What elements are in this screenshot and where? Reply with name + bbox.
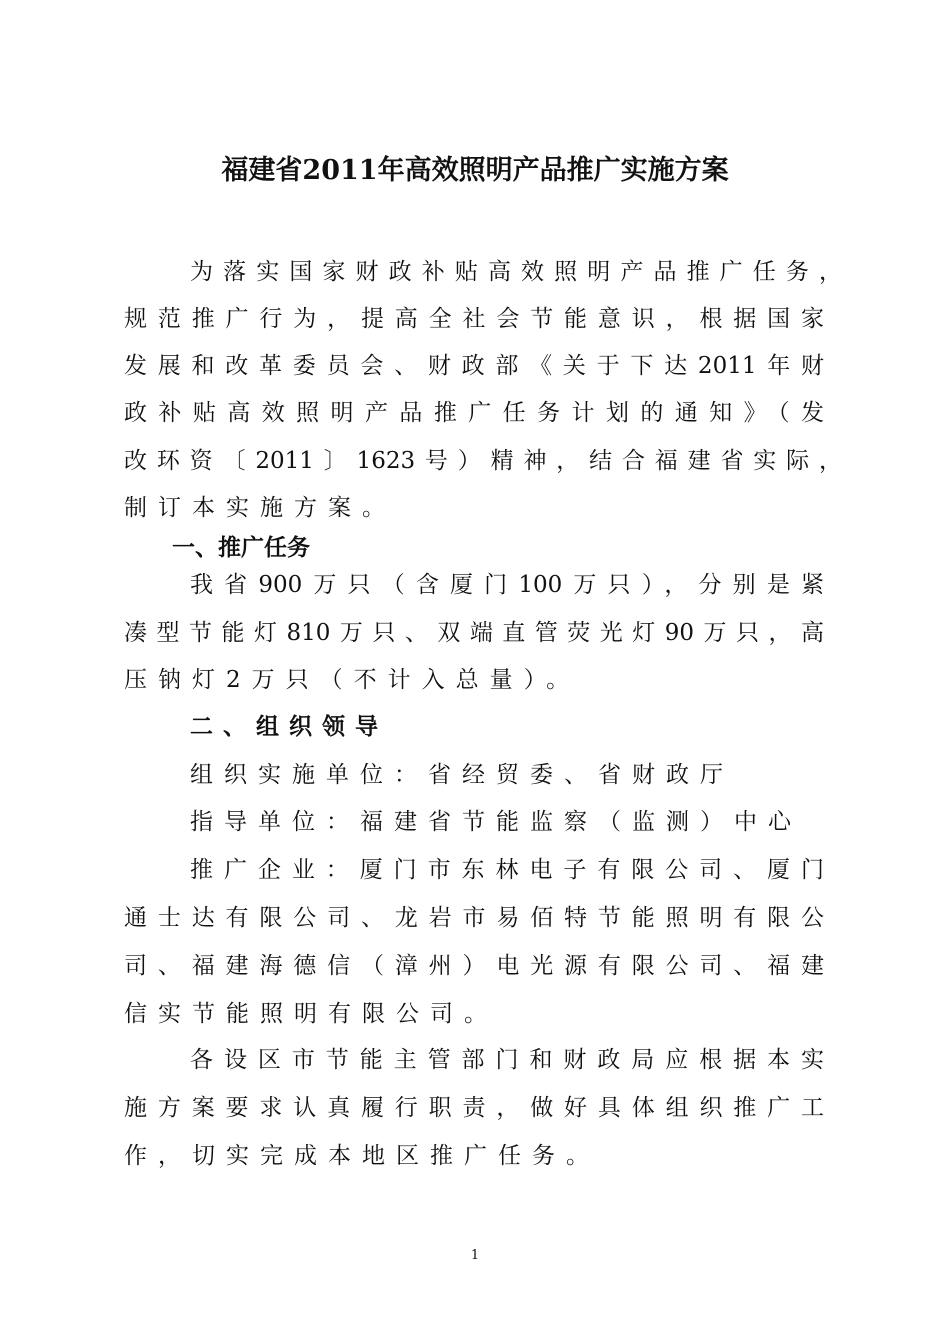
guide-unit-line: 指导单位：福建省节能监察（监测）中心 bbox=[190, 809, 802, 835]
intro-line-5: 改环资〔2011〕1623号）精神，结合福建省实际， bbox=[124, 448, 842, 474]
document-title: 福建省2011年高效照明产品推广实施方案 bbox=[221, 155, 729, 186]
enterprise-line-3: 司、福建海德信（漳州）电光源有限公司、福建 bbox=[124, 953, 824, 979]
section-heading-2: 二、组织领导 bbox=[190, 714, 388, 740]
intro-line-4: 政补贴高效照明产品推广任务计划的通知》（发 bbox=[124, 400, 824, 426]
intro-line-1: 为落实国家财政补贴高效照明产品推广任务， bbox=[190, 259, 842, 285]
duty-line-3: 作，切实完成本地区推广任务。 bbox=[124, 1143, 600, 1169]
intro-line-6: 制订本实施方案。 bbox=[124, 495, 396, 521]
section1-line-1: 我省900万只（含厦门100万只），分别是紧 bbox=[190, 572, 824, 598]
page-number: 1 bbox=[470, 1248, 480, 1263]
duty-line-2: 施方案要求认真履行职责，做好具体组织推广工 bbox=[124, 1095, 824, 1121]
org-unit-line: 组织实施单位：省经贸委、省财政厅 bbox=[190, 762, 734, 788]
enterprise-line-1: 推广企业：厦门市东林电子有限公司、厦门 bbox=[190, 857, 824, 883]
section1-line-3: 压钠灯2万只（不计入总量）。 bbox=[124, 667, 581, 693]
section1-line-2: 凑型节能灯810万只、双端直管荧光灯90万只，高 bbox=[124, 620, 824, 646]
duty-line-1: 各设区市节能主管部门和财政局应根据本实 bbox=[190, 1047, 824, 1073]
section-heading-1: 一、推广任务 bbox=[172, 535, 310, 561]
enterprise-line-4: 信实节能照明有限公司。 bbox=[124, 1001, 498, 1027]
enterprise-line-2: 通士达有限公司、龙岩市易佰特节能照明有限公 bbox=[124, 905, 824, 931]
intro-line-2: 规范推广行为，提高全社会节能意识，根据国家 bbox=[124, 306, 824, 332]
intro-line-3: 发展和改革委员会、财政部《关于下达2011年财 bbox=[124, 353, 824, 379]
